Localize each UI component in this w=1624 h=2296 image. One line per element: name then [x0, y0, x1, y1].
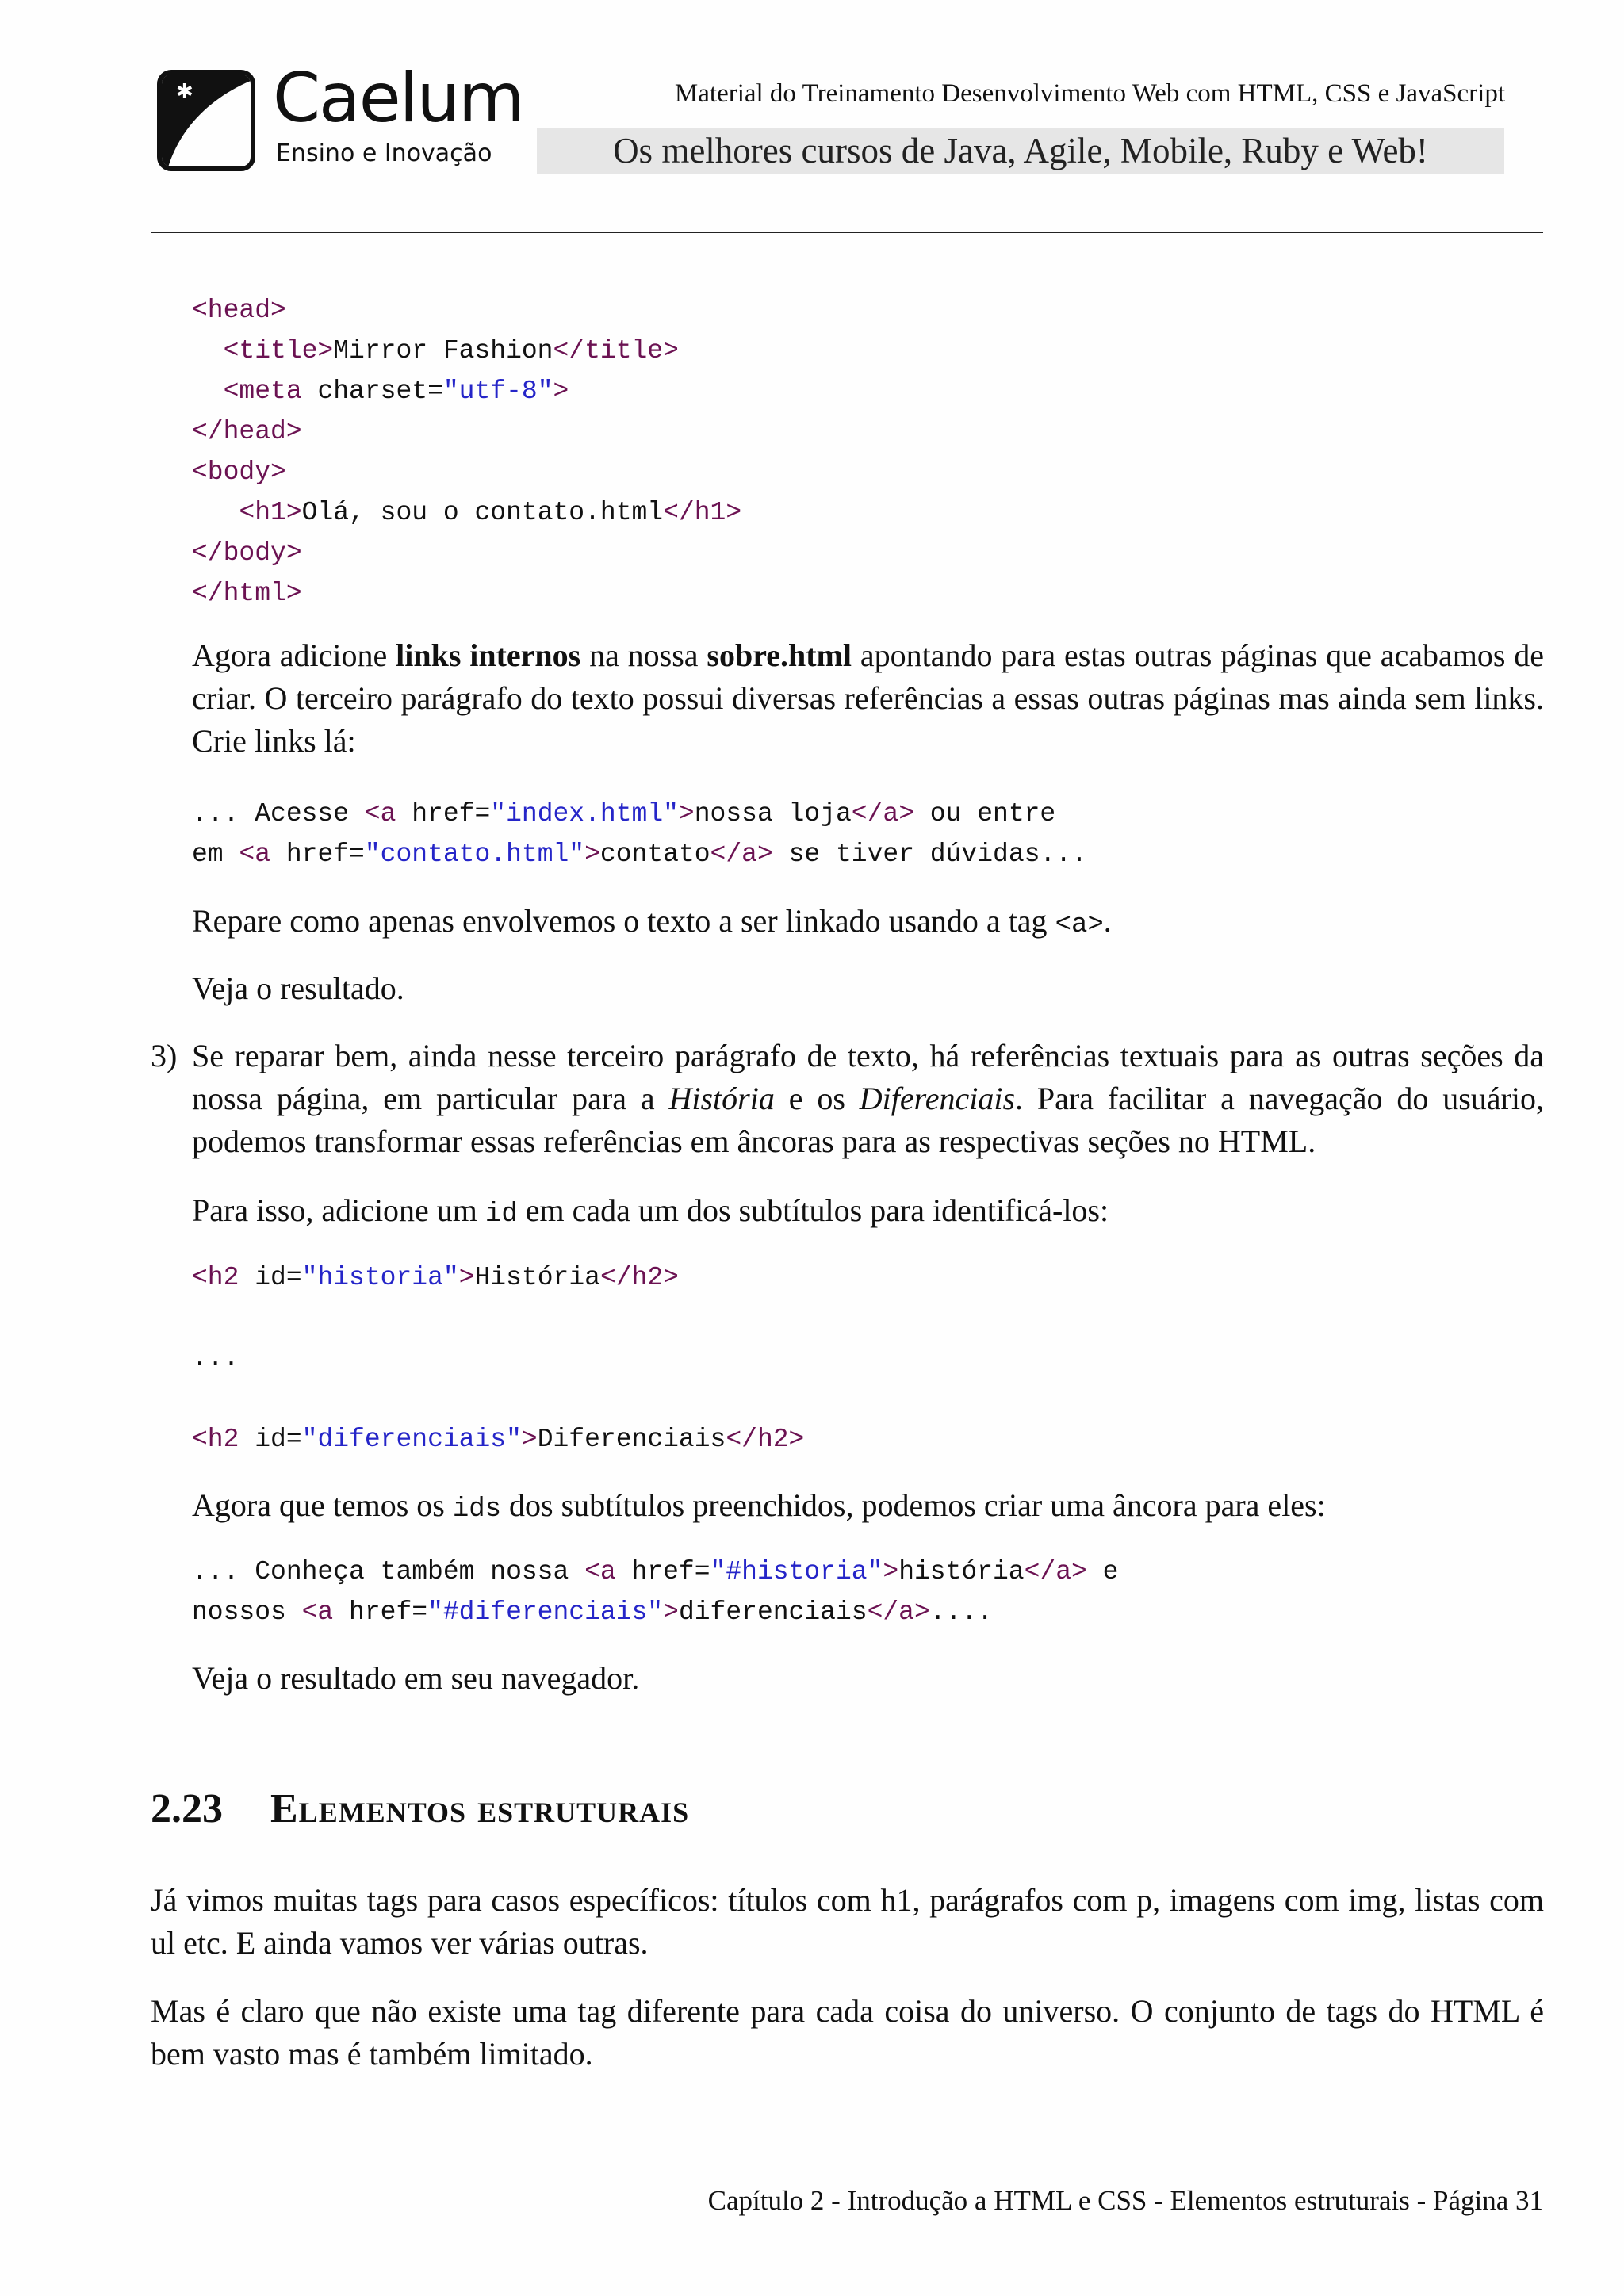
paragraph-anchors — [192, 1484, 1326, 1531]
code-token: .... — [929, 1598, 994, 1627]
code-token: <title> — [223, 336, 334, 365]
logo-tagline: Ensino e Inovação — [276, 140, 492, 167]
code-token: href= — [270, 840, 365, 869]
code-token: charset= — [301, 377, 443, 406]
code-token: > — [584, 840, 600, 869]
text-italic: História — [668, 1081, 775, 1116]
header-divider — [151, 232, 1543, 233]
code-token: nossos — [192, 1598, 302, 1627]
code-token: > — [883, 1557, 899, 1586]
code-token: > — [521, 1425, 538, 1454]
code-line: <body> — [192, 457, 286, 487]
text-run: Agora adicione — [192, 637, 396, 673]
code-token: Diferenciais — [537, 1425, 726, 1454]
code-token: diferenciais — [678, 1598, 868, 1627]
text-run: Agora que temos os — [192, 1487, 453, 1523]
text-bold: sobre.html — [707, 637, 852, 673]
text-bold: links internos — [396, 637, 581, 673]
code-token: </a> — [851, 799, 914, 828]
code-line-h2-diferenciais — [192, 1419, 804, 1460]
paragraph-add-id — [192, 1189, 1109, 1236]
code-block-links — [192, 794, 1087, 874]
code-line: </body> — [192, 538, 302, 568]
text-run: em cada um dos subtítulos para identificá-los: — [517, 1192, 1109, 1228]
code-block-html-head — [192, 290, 741, 573]
code-token: ou entre — [914, 799, 1056, 828]
code-token: contato — [599, 840, 710, 869]
code-token: id= — [239, 1425, 302, 1454]
code-token: > — [678, 799, 695, 828]
code-token: <a — [301, 1598, 334, 1627]
code-token: "#diferenciais" — [427, 1598, 664, 1627]
code-token: <h1> — [239, 498, 302, 527]
code-token: </h2> — [599, 1263, 679, 1292]
inline-code: id — [485, 1200, 518, 1230]
code-line: <head> — [192, 296, 286, 325]
code-token: Olá, sou o contato.html — [301, 498, 664, 527]
logo-mark-icon — [162, 75, 255, 171]
code-token: "historia" — [301, 1263, 459, 1292]
text-run: Para isso, adicione um — [192, 1192, 485, 1228]
paragraph-see-browser: Veja o resultado em seu navegador. — [192, 1660, 640, 1696]
code-token: Mirror Fashion — [333, 336, 553, 365]
paragraph-internal-links — [192, 634, 1544, 763]
text-run: Se reparar bem, ainda nesse terceiro parágrafo de texto, há referências textuais para as outras seções da nossa página, em particular para a — [192, 1038, 1544, 1116]
code-token: em — [192, 840, 239, 869]
text-run: dos subtítulos preenchidos, podemos criar uma âncora para eles: — [501, 1487, 1326, 1523]
code-token: </html> — [192, 579, 302, 608]
text-run: e os — [774, 1081, 860, 1116]
code-token: "diferenciais" — [301, 1425, 522, 1454]
code-token: história — [898, 1557, 1025, 1586]
logo-mark — [157, 70, 255, 171]
code-token: > — [458, 1263, 475, 1292]
inline-code: <a> — [1055, 910, 1104, 940]
code-line-h2-historia — [192, 1257, 679, 1298]
code-token: ... Conheça também nossa — [192, 1557, 585, 1586]
text-italic: Diferenciais — [859, 1081, 1016, 1116]
code-line-html-close — [192, 573, 302, 614]
text-run: apontando para estas outras páginas que acabamos de criar. O terceiro parágrafo do texto possui diversas referências a essas outras páginas mas ainda sem links. Crie links lá: — [192, 637, 1544, 759]
header-banner: Os melhores cursos de Java, Agile, Mobile, Ruby e Web! — [537, 128, 1504, 174]
section-title: Elementos estruturais — [270, 1786, 690, 1831]
code-token: href= — [615, 1557, 710, 1586]
header-material-title: Material do Treinamento Desenvolvimento Web com HTML, CSS e JavaScript — [674, 79, 1505, 108]
code-token: > — [553, 377, 569, 406]
code-token: ... Acesse — [192, 799, 365, 828]
code-token: <meta — [223, 377, 302, 406]
code-token: </h2> — [726, 1425, 805, 1454]
code-token: <a — [584, 1557, 616, 1586]
code-token: "#historia" — [710, 1557, 883, 1586]
code-token: </h1> — [663, 498, 742, 527]
paragraph-tag-a — [192, 900, 1112, 947]
code-token: <a — [364, 799, 396, 828]
code-token: "utf-8" — [442, 377, 553, 406]
page-footer: Capítulo 2 - Introdução a HTML e CSS - Elementos estruturais - Página 31 — [707, 2185, 1543, 2216]
code-block-anchors — [192, 1552, 1118, 1632]
code-token: e — [1086, 1557, 1119, 1586]
code-token: <h2 — [192, 1263, 239, 1292]
code-line: </head> — [192, 417, 302, 446]
code-token: id= — [239, 1263, 302, 1292]
text-run: . Para facilitar a navegação do usuário, podemos transformar essas referências em âncoras para as respectivas seções no HTML. — [192, 1081, 1544, 1159]
code-token: </title> — [553, 336, 679, 365]
inline-code: ids — [452, 1494, 502, 1525]
paragraph-see-result: Veja o resultado. — [192, 970, 404, 1006]
svg-text:✱: ✱ — [176, 80, 193, 104]
code-token: "index.html" — [490, 799, 679, 828]
code-token: href= — [333, 1598, 428, 1627]
code-token: se tiver dúvidas... — [772, 840, 1087, 869]
code-token: <a — [239, 840, 271, 869]
caelum-logo — [157, 59, 523, 174]
code-token: </a> — [1024, 1557, 1087, 1586]
code-token: </a> — [710, 840, 773, 869]
code-token: História — [474, 1263, 600, 1292]
text-run: Repare como apenas envolvemos o texto a ser linkado usando a tag — [192, 903, 1055, 939]
code-token: </a> — [867, 1598, 930, 1627]
paragraph-limited-tags: Mas é claro que não existe uma tag diferente para cada coisa do universo. O conjunto de tags do HTML é bem vasto mas é também limitado. — [151, 1993, 1544, 2072]
logo-name: Caelum — [273, 59, 523, 138]
code-token: href= — [396, 799, 491, 828]
section-heading — [151, 1785, 689, 1832]
code-token: "contato.html" — [364, 840, 585, 869]
text-run: na nossa — [580, 637, 707, 673]
code-token: <h2 — [192, 1425, 239, 1454]
code-token: > — [663, 1598, 679, 1627]
list-item-text — [192, 1035, 1544, 1163]
section-number: 2.23 — [151, 1786, 223, 1831]
code-token: nossa loja — [694, 799, 852, 828]
code-line-ellipsis: ... — [192, 1344, 239, 1373]
text-run: . — [1103, 903, 1112, 939]
list-item-number: 3) — [151, 1038, 178, 1073]
paragraph-specific-tags: Já vimos muitas tags para casos específicos: títulos com h1, parágrafos com p, imagens com img, listas com ul etc. E ainda vamos ver várias outras. — [151, 1882, 1544, 1961]
